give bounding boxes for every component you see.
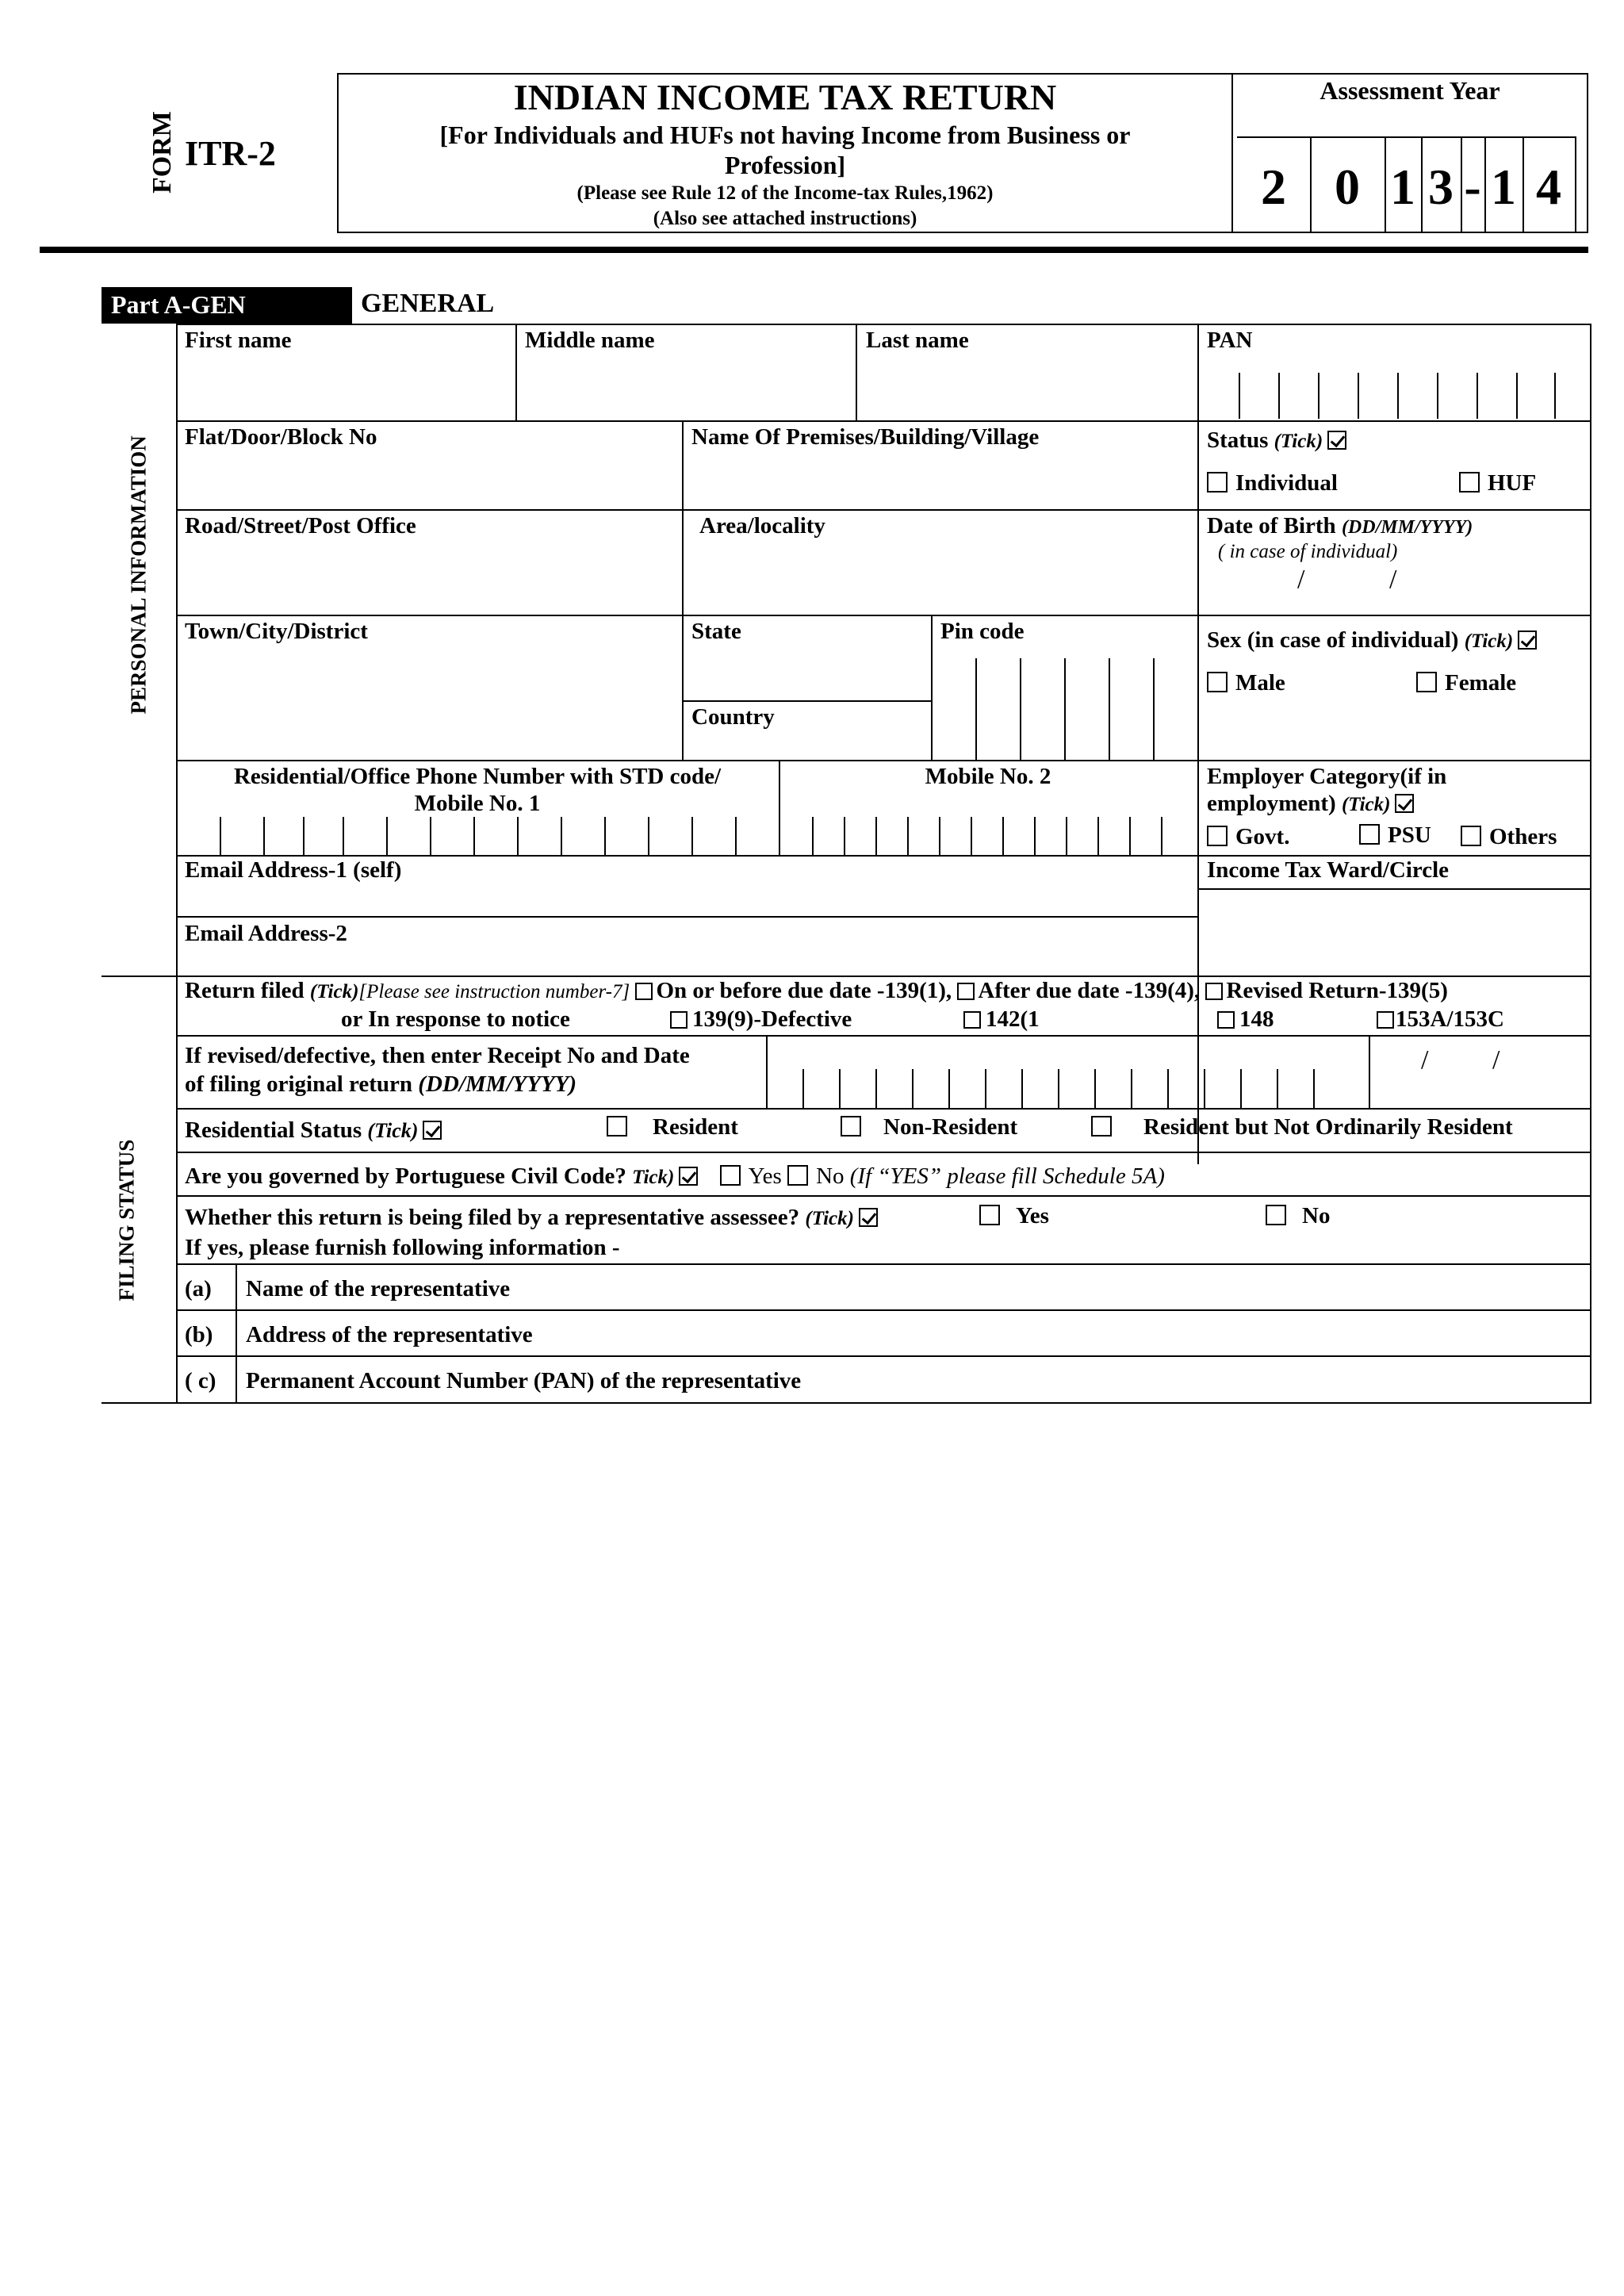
- res-status-label: Residential Status (Tick): [185, 1117, 442, 1144]
- tick-checkbox-icon: [1327, 431, 1346, 450]
- form-word: FORM: [147, 111, 177, 194]
- area-label: Area/locality: [699, 513, 825, 539]
- rep-c-text: Permanent Account Number (PAN) of the representative: [246, 1368, 802, 1393]
- country-label: Country: [691, 704, 775, 730]
- rep-yes-option[interactable]: Yes: [979, 1202, 1049, 1229]
- ay-digit-2: 0: [1335, 159, 1360, 215]
- checkbox-icon: [1461, 826, 1481, 846]
- checkbox-icon: [1207, 826, 1228, 846]
- email2-label: Email Address-2: [185, 921, 347, 946]
- checkbox-icon[interactable]: [635, 983, 653, 1000]
- side-filing-status: FILING STATUS: [114, 1139, 139, 1301]
- pan-label: PAN: [1207, 328, 1253, 353]
- checkbox-icon[interactable]: [787, 1165, 808, 1186]
- rep-c-label: ( c): [185, 1368, 216, 1393]
- emp-cat-label-2: employment) (Tick): [1207, 790, 1414, 818]
- middle-name-label: Middle name: [525, 328, 655, 353]
- checkbox-icon: [1207, 672, 1228, 692]
- rep-furnish-label: If yes, please furnish following information -: [185, 1235, 620, 1260]
- ay-digit-6: 4: [1536, 159, 1561, 215]
- individual-option[interactable]: Individual: [1207, 470, 1338, 496]
- pan-input-boxes[interactable]: [1207, 373, 1556, 419]
- checkbox-icon: [1416, 672, 1437, 692]
- govt-option[interactable]: Govt.: [1207, 823, 1289, 850]
- town-label: Town/City/District: [185, 619, 368, 644]
- checkbox-icon[interactable]: [720, 1165, 741, 1186]
- ward-label: Income Tax Ward/Circle: [1207, 857, 1450, 883]
- dob-slash-2: /: [1389, 565, 1397, 594]
- checkbox-icon: [670, 1011, 688, 1029]
- in-response-label: or In response to notice: [341, 1006, 570, 1032]
- receipt-slash-2: /: [1492, 1045, 1500, 1075]
- mobile2-input-boxes[interactable]: [779, 817, 1197, 855]
- email1-label: Email Address-1 (self): [185, 857, 402, 883]
- return-filed-line: Return filed (Tick)[Please see instruction number-7] On or before due date -139(1), After due date -139(4), Revised Return-139(5): [185, 978, 1448, 1003]
- checkbox-icon: [1377, 1011, 1394, 1029]
- status-label: Status (Tick): [1207, 427, 1346, 455]
- rnor-option[interactable]: Resident but Not Ordinarily Resident: [1091, 1114, 1513, 1140]
- checkbox-icon: [1217, 1011, 1235, 1029]
- checkbox-icon[interactable]: [1205, 983, 1223, 1000]
- receipt-input-boxes[interactable]: [766, 1069, 1369, 1108]
- form-code: ITR-2: [185, 134, 276, 173]
- pin-input-boxes[interactable]: [931, 658, 1197, 760]
- rep-no-option[interactable]: No: [1266, 1202, 1330, 1229]
- checkbox-icon: [963, 1011, 981, 1029]
- ay-digit-dash: -: [1464, 159, 1481, 215]
- checkbox-icon: [1207, 472, 1228, 493]
- tick-checkbox-icon: [1518, 631, 1537, 650]
- checkbox-icon: [979, 1205, 1000, 1225]
- ay-label: Assessment Year: [1320, 76, 1500, 105]
- phone-input-boxes[interactable]: [176, 817, 779, 855]
- first-name-label: First name: [185, 328, 292, 353]
- part-a-tag: Part A-GEN: [102, 287, 352, 324]
- state-label: State: [691, 619, 741, 644]
- checkbox-icon: [1091, 1116, 1112, 1137]
- option-142[interactable]: 142(1: [963, 1006, 1040, 1033]
- checkbox-icon: [1359, 824, 1380, 845]
- resident-option[interactable]: Resident: [607, 1114, 738, 1140]
- tick-checkbox-icon: [679, 1167, 698, 1186]
- male-option[interactable]: Male: [1207, 669, 1285, 696]
- sex-label: Sex (in case of individual) (Tick): [1207, 627, 1537, 655]
- rep-b-text: Address of the representative: [246, 1322, 533, 1347]
- checkbox-icon: [1459, 472, 1480, 493]
- rep-a-text: Name of the representative: [246, 1276, 511, 1301]
- form-note-2: (Also see attached instructions): [653, 208, 917, 229]
- option-153[interactable]: 153A/153C: [1377, 1006, 1504, 1033]
- road-label: Road/Street/Post Office: [185, 513, 416, 539]
- tick-checkbox-icon: [1395, 794, 1414, 813]
- premises-label: Name Of Premises/Building/Village: [691, 424, 1040, 450]
- phone-label-2: Mobile No. 1: [414, 791, 541, 816]
- form-title: INDIAN INCOME TAX RETURN: [513, 77, 1057, 117]
- huf-option[interactable]: HUF: [1459, 470, 1536, 496]
- rep-a-label: (a): [185, 1276, 212, 1301]
- ay-digit-5: 1: [1491, 159, 1516, 215]
- portuguese-line: Are you governed by Portuguese Civil Code? Tick) Yes No (If “YES” please fill Schedule 5A): [185, 1163, 1165, 1189]
- dob-slash-1: /: [1297, 565, 1305, 594]
- part-a-title: GENERAL: [361, 289, 495, 318]
- female-option[interactable]: Female: [1416, 669, 1516, 696]
- psu-option[interactable]: PSU: [1359, 822, 1431, 849]
- non-resident-option[interactable]: Non-Resident: [841, 1114, 1017, 1140]
- mobile2-label: Mobile No. 2: [925, 764, 1051, 789]
- others-option[interactable]: Others: [1461, 823, 1557, 850]
- header-rule: [40, 247, 1588, 253]
- side-personal-info: PERSONAL INFORMATION: [126, 435, 151, 715]
- last-name-label: Last name: [866, 328, 969, 353]
- ay-digit-1: 2: [1261, 159, 1286, 215]
- option-139-9[interactable]: 139(9)-Defective: [670, 1006, 852, 1033]
- emp-cat-label-1: Employer Category(if in: [1207, 764, 1447, 789]
- ay-digit-4: 3: [1428, 159, 1454, 215]
- phone-label-1: Residential/Office Phone Number with STD code/: [233, 764, 722, 789]
- revised-label-2: of filing original return (DD/MM/YYYY): [185, 1071, 577, 1097]
- option-148[interactable]: 148: [1217, 1006, 1274, 1033]
- receipt-slash-1: /: [1421, 1045, 1429, 1075]
- checkbox-icon: [1266, 1205, 1286, 1225]
- tick-checkbox-icon: [859, 1208, 878, 1227]
- form-note-1: (Please see Rule 12 of the Income-tax Rules,1962): [576, 182, 994, 204]
- dob-label: Date of Birth (DD/MM/YYYY): [1207, 513, 1473, 539]
- pin-label: Pin code: [940, 619, 1025, 644]
- rep-question: Whether this return is being filed by a representative assessee? (Tick): [185, 1204, 878, 1232]
- tick-checkbox-icon: [423, 1121, 442, 1140]
- dob-note: ( in case of individual): [1218, 541, 1398, 562]
- checkbox-icon[interactable]: [957, 983, 975, 1000]
- rep-b-label: (b): [185, 1322, 213, 1347]
- form-subtitle-2: Profession]: [724, 151, 846, 179]
- revised-label-1: If revised/defective, then enter Receipt No and Date: [185, 1043, 690, 1068]
- form-subtitle-1: [For Individuals and HUFs not having Income from Business or: [439, 121, 1131, 149]
- checkbox-icon: [607, 1116, 627, 1137]
- checkbox-icon: [841, 1116, 861, 1137]
- ay-digit-3: 1: [1390, 159, 1415, 215]
- flat-label: Flat/Door/Block No: [185, 424, 377, 450]
